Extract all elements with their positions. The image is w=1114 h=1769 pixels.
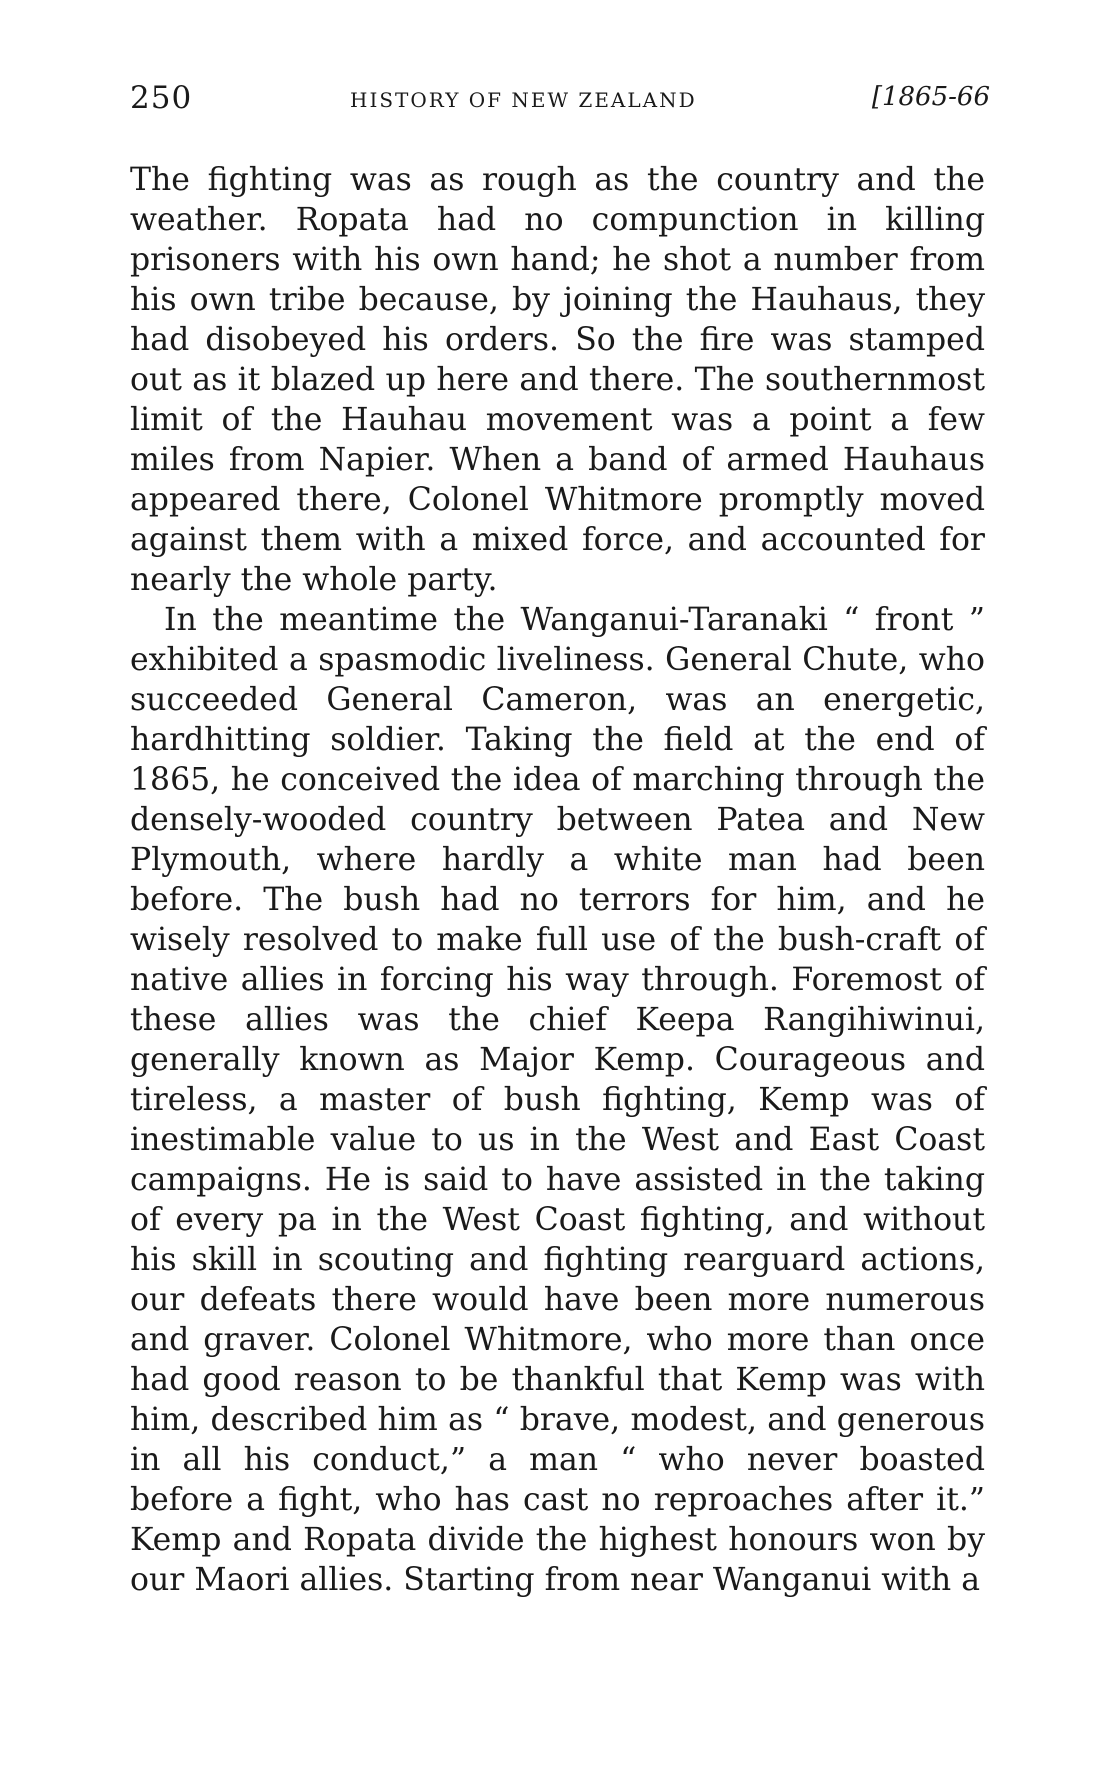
paragraph-1: The fighting was as rough as the country and the weather. Ropata had no compunction in killing prisoners with his own hand; he shot a number from his own tribe because, by joining the Hauhaus, they had disobeyed his orders. So the fire was stamped out as it blazed up here and there. The southernmost limit of the Hauhau movement was a point a few miles from Napier. When a band of armed Hauhaus appeared there, Colonel Whitmore promptly moved against them with a mixed force, and accounted for nearly the whole party. bbox=[130, 162, 985, 598]
page-number: 250 bbox=[130, 80, 193, 116]
paragraph-2: In the meantime the Wanganui-Taranaki “ front ” exhibited a spasmodic liveliness. General Chute, who succeeded General Cameron, was an energetic, hardhitting soldier. Taking the field at the end of 1865, he conceived the idea of marching through the densely-wooded country between Patea and New Plymouth, where hardly a white man had been before. The bush had no terrors for him, and he wisely resolved to make full use of the bush-craft of native allies in forcing his way through. Foremost of these allies was the chief Keepa Rangihiwinui, generally known as Major Kemp. Courageous and tireless, a master of bush fighting, Kemp was of inestimable value to us in the West and East Coast campaigns. He is said to have assisted in the taking of every pa in the West Coast fighting, and without his skill in scouting and fighting rearguard actions, our defeats there would have been more numerous and graver. Colonel Whitmore, who more than once had good reason to be thankful that Kemp was with him, described him as “ brave, modest, and generous in all his conduct,” a man “ who never boasted before a fight, who has cast no reproaches after it.” Kemp and Ropata divide the highest honours won by our Maori allies. Starting from near Wanganui with a bbox=[130, 602, 985, 1598]
year-range: [1865-66 bbox=[871, 82, 990, 112]
running-title: HISTORY OF NEW ZEALAND bbox=[350, 88, 697, 112]
running-head bbox=[130, 80, 990, 116]
body-text bbox=[130, 160, 985, 1600]
